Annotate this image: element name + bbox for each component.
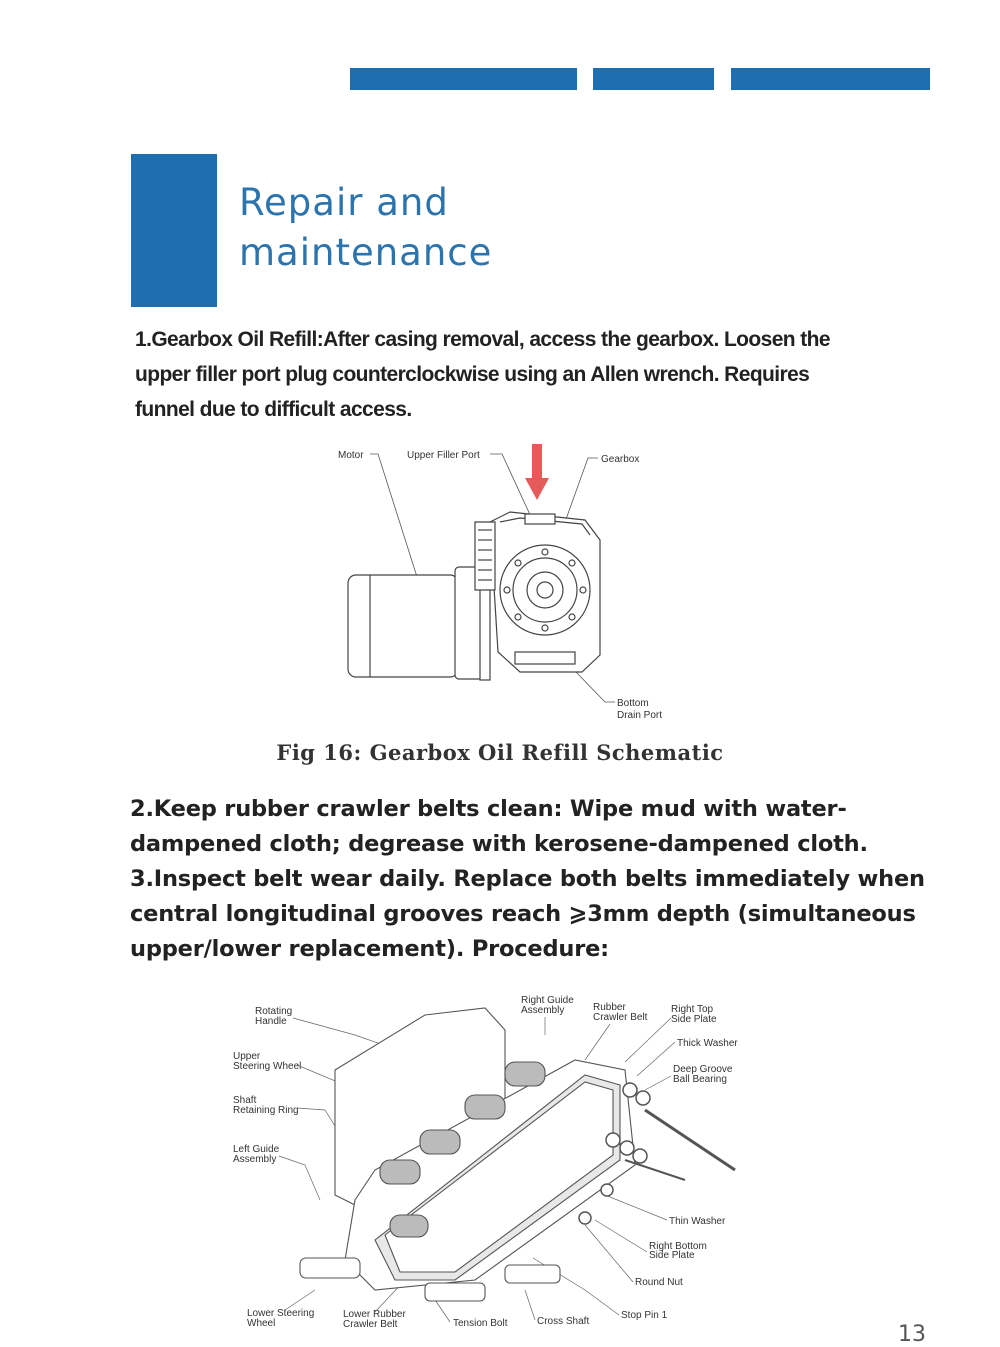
header-bar-1 (350, 68, 577, 90)
label-motor: Motor (338, 450, 364, 461)
step-1-text (135, 322, 895, 427)
red-arrow-icon (525, 444, 549, 500)
label-upper-steering-2: Steering Wheel (233, 1061, 302, 1072)
label-shaft-ring-2: Retaining Ring (233, 1105, 299, 1116)
label-cross-shaft: Cross Shaft (537, 1316, 590, 1327)
label-drain-port: Drain Port (617, 710, 663, 721)
label-tension-bolt: Tension Bolt (453, 1318, 508, 1329)
page-number: 13 (898, 1322, 926, 1347)
label-lower-steering-1: Lower Steering (247, 1308, 315, 1319)
section-title-line-1: Repair and (239, 181, 449, 224)
label-upper-steering-1: Upper (233, 1051, 261, 1062)
label-thin-washer: Thin Washer (669, 1216, 726, 1227)
gearbox-schematic-figure (320, 440, 700, 730)
section-title (239, 178, 492, 278)
label-rotating-handle-2: Handle (255, 1016, 287, 1027)
label-rubber-belt-2: Crawler Belt (593, 1012, 648, 1023)
label-left-guide-2: Assembly (233, 1154, 277, 1165)
label-left-guide-1: Left Guide (233, 1144, 280, 1155)
label-right-guide-2: Assembly (521, 1005, 565, 1016)
header-bar-3 (731, 68, 930, 90)
section-title-line-2: maintenance (239, 231, 493, 274)
step-1-line-3: funnel due to difficult access. (135, 398, 412, 421)
label-round-nut: Round Nut (635, 1277, 683, 1288)
label-shaft-ring-1: Shaft (233, 1095, 257, 1106)
label-bottom: Bottom (617, 698, 649, 709)
label-rotating-handle-1: Rotating (255, 1006, 293, 1017)
label-gearbox: Gearbox (601, 454, 640, 465)
label-right-bottom-2: Side Plate (649, 1250, 695, 1261)
figure-16-caption: Fig 16: Gearbox Oil Refill Schematic (276, 740, 724, 765)
header-bar-2 (593, 68, 714, 90)
label-stop-pin: Stop Pin 1 (621, 1310, 668, 1321)
steps-2-3-text (130, 792, 990, 967)
label-right-top-1: Right Top (671, 1004, 714, 1015)
label-deep-groove-2: Ball Bearing (673, 1074, 727, 1085)
step-3-line-2: central longitudinal grooves reach ⩾3mm depth (simultaneous (130, 901, 916, 927)
label-upper-filler-port: Upper Filler Port (407, 450, 480, 461)
step-2-line-2: dampened cloth; degrease with kerosene-dampened cloth. (130, 831, 868, 857)
label-right-guide-1: Right Guide (521, 995, 574, 1006)
label-deep-groove-1: Deep Groove (673, 1064, 733, 1075)
label-lower-steering-2: Wheel (247, 1318, 276, 1329)
step-1-line-1: 1.Gearbox Oil Refill:After casing removal, access the gearbox. Loosen the (135, 328, 830, 351)
label-lower-rubber-1: Lower Rubber (343, 1309, 406, 1320)
crawler-exploded-figure (225, 990, 755, 1334)
label-lower-rubber-2: Crawler Belt (343, 1319, 398, 1330)
label-right-top-2: Side Plate (671, 1014, 717, 1025)
label-right-bottom-1: Right Bottom (649, 1241, 707, 1252)
step-3-line-3: upper/lower replacement). Procedure: (130, 936, 609, 962)
label-rubber-belt-1: Rubber (593, 1002, 626, 1013)
step-1-line-2: upper filler port plug counterclockwise using an Allen wrench. Requires (135, 363, 810, 386)
step-2-line-1: 2.Keep rubber crawler belts clean: Wipe mud with water- (130, 796, 847, 822)
section-accent-block (131, 154, 217, 307)
step-3-line-1: 3.Inspect belt wear daily. Replace both belts immediately when (130, 866, 925, 892)
label-thick-washer: Thick Washer (677, 1038, 738, 1049)
